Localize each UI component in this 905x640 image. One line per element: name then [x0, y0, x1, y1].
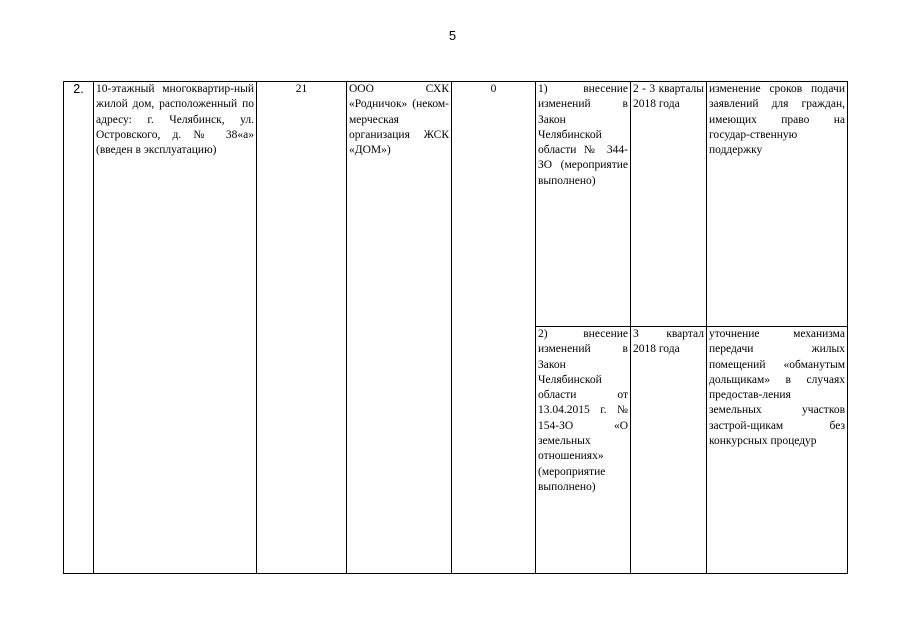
page-number: 5	[448, 28, 457, 43]
measure-text-2: 2) внесение изменений в Закон Челябинской области от 13.04.2015 г. № 154-ЗО «О земельных отношениях» (мероприятие выполнено)	[536, 327, 631, 574]
developer-cell: ООО СХК «Родничок» (неком-мерческая организация ЖСК «ДОМ»)	[347, 82, 452, 574]
measure-text-1: 1) внесение изменений в Закон Челябинской области № 344-ЗО (мероприятие выполнено)	[536, 82, 631, 327]
count-cell: 21	[257, 82, 347, 574]
object-description: 10-этажный многоквартир-ный жилой дом, расположенный по адресу: г. Челябинск, ул. Островского, д. № 38«а» (введен в эксплуатацию)	[94, 82, 257, 574]
measure-result-1: изменение сроков подачи заявлений для граждан, имеющих право на государ-ственную поддержку	[707, 82, 848, 327]
measure-term-1: 2 - 3 кварталы 2018 года	[631, 82, 707, 327]
measure-term-2: 3 квартал 2018 года	[631, 327, 707, 574]
row-number: 2.	[64, 82, 94, 574]
value-cell: 0	[452, 82, 536, 574]
document-table	[63, 81, 848, 574]
measure-result-2: уточнение механизма передачи жилых помещений «обманутым дольщикам» в случаях предостав-ления земельных участков застрой-щикам без конкурсных процедур	[707, 327, 848, 574]
table-row	[64, 82, 848, 327]
